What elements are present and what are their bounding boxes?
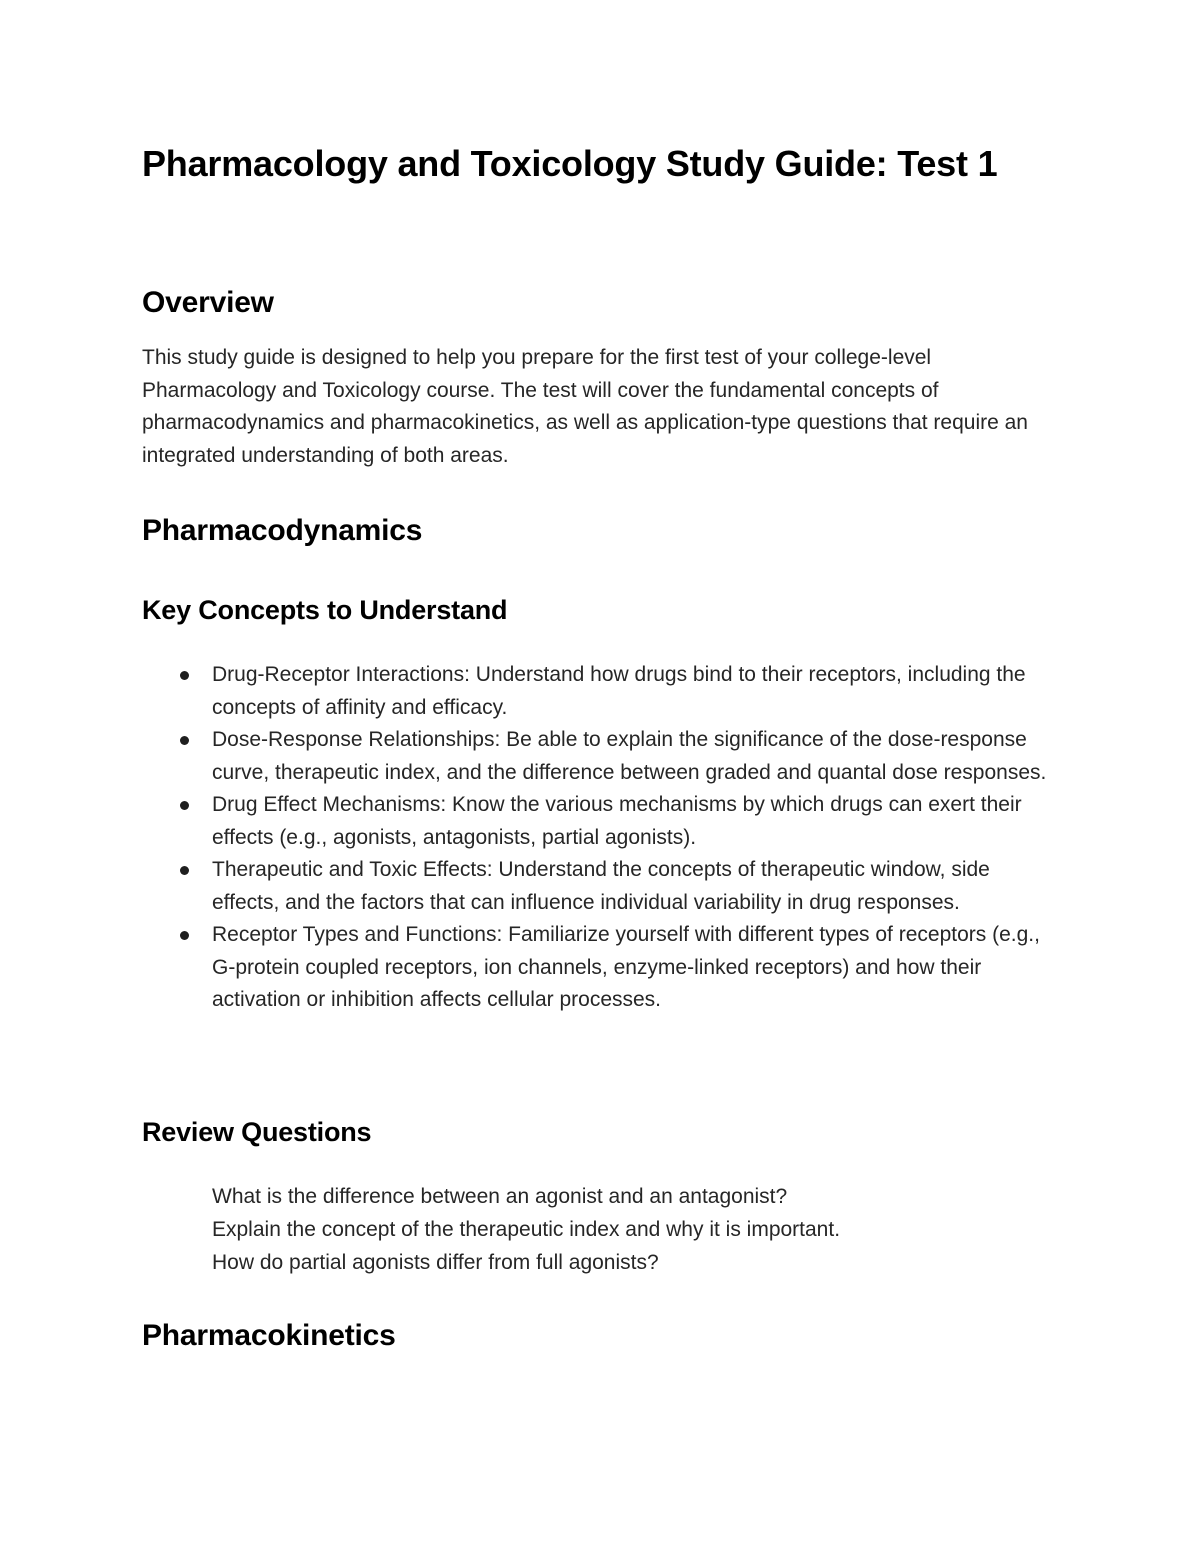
- pharmacodynamics-heading: Pharmacodynamics: [142, 514, 423, 547]
- question-item: How do partial agonists differ from full agonists?: [212, 1251, 659, 1274]
- bullet-icon: [180, 801, 189, 810]
- review-questions-list: [212, 1180, 1062, 1279]
- overview-paragraph: This study guide is designed to help you prepare for the first test of your college-level Pharmacology and Toxicology course. The test will cover the fundamental concepts of pharmacodynamics and pharmacokinetics, as well as application-type questions that require an integrated understanding of both areas.: [142, 346, 1028, 467]
- list-item-text: Drug-Receptor Interactions: Understand how drugs bind to their receptors, including the concepts of affinity and efficacy.: [212, 663, 1026, 719]
- list-item: [142, 789, 1062, 854]
- overview-heading: Overview: [142, 286, 274, 319]
- bullet-icon: [180, 931, 189, 940]
- bullet-icon: [180, 736, 189, 745]
- question-item: What is the difference between an agonist and an antagonist?: [212, 1185, 788, 1208]
- list-item-text: Receptor Types and Functions: Familiarize yourself with different types of receptors (e.g., G-protein coupled receptors, ion channels, enzyme-linked receptors) and how their activation or inhibition affects cellular processes.: [212, 923, 1040, 1011]
- pharmacokinetics-heading: Pharmacokinetics: [142, 1319, 396, 1352]
- list-item: [142, 659, 1062, 724]
- review-questions-heading: Review Questions: [142, 1117, 372, 1147]
- bullet-icon: [180, 866, 189, 875]
- question-item: Explain the concept of the therapeutic index and why it is important.: [212, 1218, 841, 1241]
- key-concepts-heading: Key Concepts to Understand: [142, 595, 508, 625]
- list-item-text: Therapeutic and Toxic Effects: Understand the concepts of therapeutic window, side effects, and the factors that can influence individual variability in drug responses.: [212, 858, 990, 914]
- key-concepts-list: [142, 659, 1062, 1017]
- bullet-icon: [180, 671, 189, 680]
- list-item: [142, 724, 1062, 789]
- document-title: Pharmacology and Toxicology Study Guide: Test 1: [142, 143, 998, 184]
- list-item: [142, 854, 1062, 919]
- list-item: [142, 919, 1062, 1017]
- list-item-text: Drug Effect Mechanisms: Know the various mechanisms by which drugs can exert their effects (e.g., agonists, antagonists, partial agonists).: [212, 793, 1022, 849]
- list-item-text: Dose-Response Relationships: Be able to explain the significance of the dose-response curve, therapeutic index, and the difference between graded and quantal dose responses.: [212, 728, 1047, 784]
